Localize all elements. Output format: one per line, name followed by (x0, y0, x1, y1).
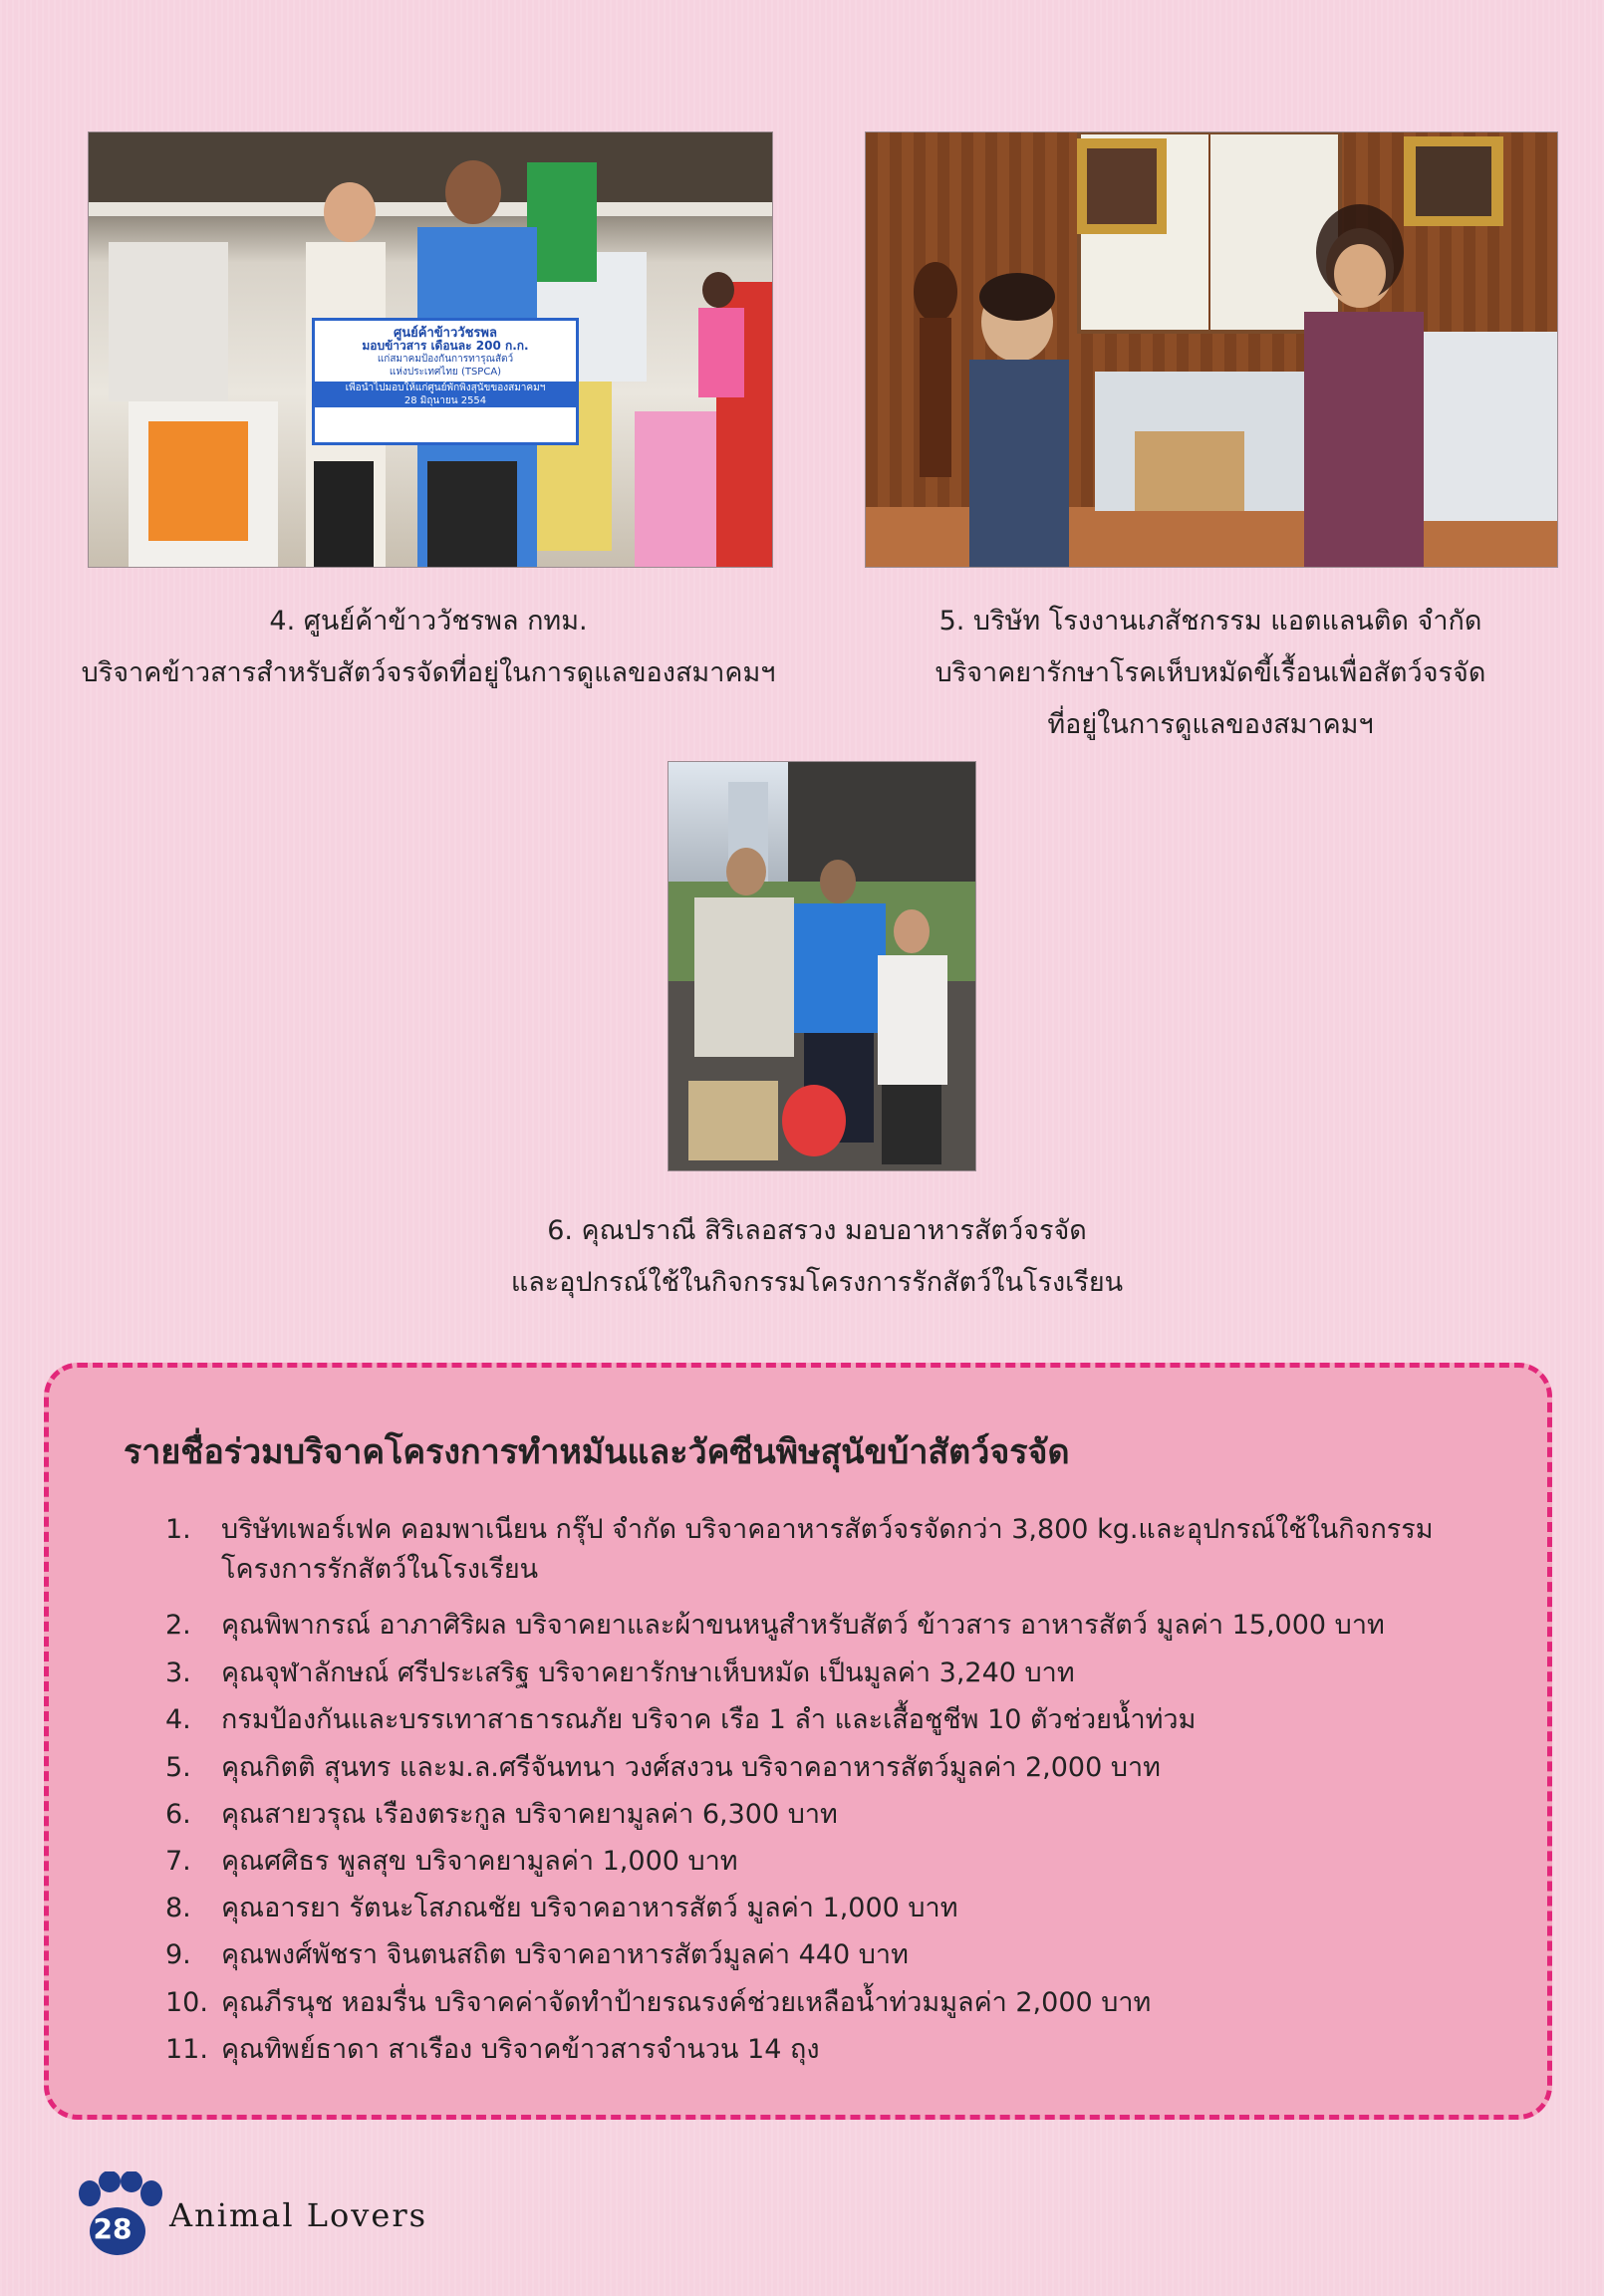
list-item-text: คุณกิตติ สุนทร และม.ล.ศรีจันทนา วงศ์สงวน บริจาคอาหารสัตว์มูลค่า 2,000 บาท (221, 1752, 1161, 1783)
sign-line-6: 28 มิถุนายน 2554 (315, 394, 576, 407)
sign-line-1: ศูนย์ค้าข้าววัชรพล (394, 326, 497, 341)
list-item-text: กรมป้องกันและบรรเทาสาธารณภัย บริจาค เรือ 1 ลำ และเสื้อชูชีพ 10 ตัวช่วยน้ำท่วม (221, 1704, 1197, 1735)
list-item-number: 1. (165, 1514, 191, 1545)
list-item-number: 2. (165, 1610, 191, 1641)
sign-line-3: แก่สมาคมป้องกันการทารุณสัตว์ (377, 354, 514, 365)
list-item-text: คุณอารยา รัตนะโสภณชัย บริจาคอาหารสัตว์ มูลค่า 1,000 บาท (221, 1893, 958, 1923)
list-item-text: บริษัทเพอร์เฟค คอมพาเนียน กรุ๊ป จำกัด บริจาคอาหารสัตว์จรจัดกว่า 3,800 kg.และอุปกรณ์ใช้ในกิจกรรม (221, 1514, 1434, 1545)
photo-rice-shop-donation (88, 131, 773, 568)
caption-5-line-1: 5. บริษัท โรงงานเภสัชกรรม แอตแลนติด จำกัด (938, 606, 1482, 637)
donation-list-title: รายชื่อร่วมบริจาคโครงการทำหมันและวัคซีนพิษสุนัขบ้าสัตว์จรจัด (124, 1432, 1070, 1472)
photo-food-donation-scene (668, 762, 975, 1170)
donation-sign (312, 318, 579, 445)
caption-4 (60, 596, 797, 699)
list-item (165, 1654, 1075, 1693)
list-item-text: คุณศศิธร พูลสุข บริจาคยามูลค่า 1,000 บาท (221, 1846, 738, 1877)
list-item (165, 1510, 1434, 1590)
list-item (165, 1935, 909, 1975)
list-item-number: 8. (165, 1893, 191, 1923)
list-item-text: คุณพิพากรณ์ อาภาศิริผล บริจาคยาและผ้าขนหนูสำหรับสัตว์ ข้าวสาร อาหารสัตว์ มูลค่า 15,000 บาท (221, 1610, 1385, 1641)
photo-pharma-scene (866, 132, 1557, 567)
caption-5-line-3: ที่อยู่ในการดูแลของสมาคมฯ (1047, 709, 1374, 740)
caption-6 (418, 1205, 1215, 1309)
list-item-number: 6. (165, 1799, 191, 1830)
caption-4-line-2: บริจาคข้าวสารสำหรับสัตว์จรจัดที่อยู่ในการดูแลของสมาคมฯ (81, 657, 776, 688)
list-item-number: 10. (165, 1987, 208, 2018)
list-item (165, 1700, 1196, 1740)
page-number: 28 (93, 2212, 133, 2245)
sign-line-2: มอบข้าวสาร เดือนละ 200 ก.ก. (362, 339, 529, 353)
sign-line-4: แห่งประเทศไทย (TSPCA) (389, 367, 502, 378)
photo-pharma-donation (865, 131, 1558, 568)
list-item-text: คุณจุฬาลักษณ์ ศรีประเสริฐ บริจาคยารักษาเห็บหมัด เป็นมูลค่า 3,240 บาท (221, 1658, 1075, 1688)
caption-6-line-1: 6. คุณปราณี สิริเลอสรวง มอบอาหารสัตว์จรจัด (547, 1215, 1087, 1246)
caption-4-line-1: 4. ศูนย์ค้าข้าววัชรพล กทม. (269, 606, 588, 637)
list-item (165, 1606, 1385, 1646)
list-item-number: 11. (165, 2034, 208, 2065)
list-item-number: 7. (165, 1846, 191, 1877)
list-item (165, 2030, 820, 2070)
list-item-number: 3. (165, 1658, 191, 1688)
caption-5-line-2: บริจาคยารักษาโรคเห็บหมัดขี้เรื้อนเพื่อสัตว์จรจัด (935, 657, 1486, 688)
list-item (165, 1795, 838, 1835)
sign-line-5: เพื่อนำไปมอบให้แก่ศูนย์พักพิงสุนัขของสมาคมฯ (315, 382, 576, 394)
list-item-number: 5. (165, 1752, 191, 1783)
photo-food-donation (668, 761, 976, 1171)
list-item-text: คุณภีรนุช หอมรื่น บริจาคค่าจัดทำป้ายรณรงค์ช่วยเหลือน้ำท่วมมูลค่า 2,000 บาท (221, 1987, 1152, 2018)
list-item (165, 1842, 738, 1882)
magazine-brand: Animal Lovers (169, 2196, 428, 2234)
list-item-text: คุณพงศ์พัชรา จินตนสถิต บริจาคอาหารสัตว์มูลค่า 440 บาท (221, 1939, 909, 1970)
list-item-number: 4. (165, 1704, 191, 1735)
list-item-continuation: โครงการรักสัตว์ในโรงเรียน (221, 1554, 539, 1585)
caption-6-line-2: และอุปกรณ์ใช้ในกิจกรรมโครงการรักสัตว์ในโรงเรียน (510, 1267, 1124, 1298)
list-item (165, 1889, 958, 1928)
list-item (165, 1983, 1151, 2023)
list-item-text: คุณสายวรุณ เรืองตระกูล บริจาคยามูลค่า 6,300 บาท (221, 1799, 838, 1830)
list-item (165, 1748, 1161, 1788)
list-item-text: คุณทิพย์ธาดา สาเรือง บริจาคข้าวสารจำนวน 14 ถุง (221, 2034, 820, 2065)
caption-5 (857, 596, 1564, 751)
list-item-number: 9. (165, 1939, 191, 1970)
